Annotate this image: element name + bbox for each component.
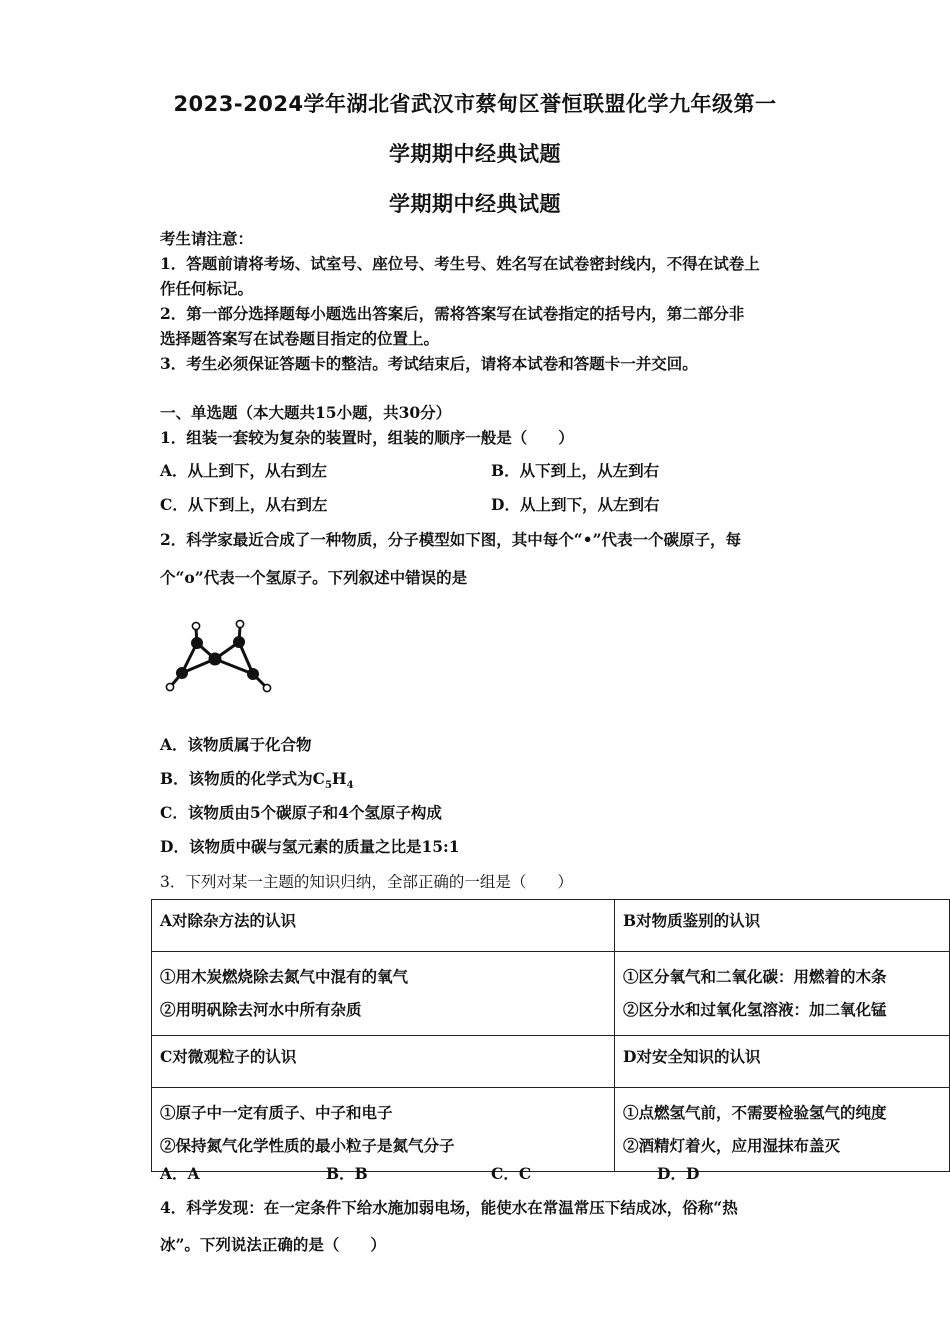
cell-c-body [152,1088,615,1172]
carbon-atom [233,636,245,648]
cell-b-item2: ②区分水和过氧化氢溶液：加二氧化锰 [623,1000,887,1019]
table-row [152,1036,950,1088]
hydrogen-atom [263,684,270,691]
exam-title-line1: 2023-2024学年湖北省武汉市蔡甸区誉恒联盟化学九年级第一 [173,92,777,116]
q1-option-d[interactable]: D．从上到下，从左到右 [491,495,660,514]
cell-b-body [615,952,950,1036]
q4-stem: 4．科学发现：在一定条件下给水施加弱电场，能使水在常温常压下结成冰，俗称“热 [160,1198,738,1217]
carbon-atom [209,653,222,666]
hydrogen-atom [236,620,243,627]
q2-option-b[interactable] [160,767,354,791]
notice-item3: 3．考生必须保证答题卡的整洁。考试结束后，请将本试卷和答题卡一并交回。 [160,354,698,373]
q3-stem: 3．下列对某一主题的知识归纳，全部正确的一组是（ ） [160,873,573,891]
cell-a-body [152,952,615,1036]
notice-item1: 1．答题前请将考场、试室号、座位号、考生号、姓名写在试卷密封线内，不得在试卷上 [160,254,760,273]
notice-item2: 2．第一部分选择题每小题选出答案后，需将答案写在试卷指定的括号内，第二部分非 [160,304,745,323]
q2-option-b-text: B．该物质的化学式为 [160,769,313,788]
table-row [152,900,950,952]
table-row [152,952,950,1036]
notice-heading: 考生请注意： [160,229,254,248]
q2-stem: 2．科学家最近合成了一种物质，分子模型如下图，其中每个“•”代表一个碳原子，每 [160,530,742,549]
q1-option-c[interactable]: C．从下到上，从右到左 [160,495,328,514]
q1-option-a[interactable]: A．从上到下，从右到左 [160,461,328,480]
q2-option-d[interactable]: D．该物质中碳与氢元素的质量之比是15:1 [160,837,460,856]
cell-d-item1: ①点燃氢气前，不需要检验氢气的纯度 [623,1103,887,1122]
cell-a-item2: ②用明矾除去河水中所有杂质 [160,1000,362,1019]
molecule-diagram [160,605,280,697]
carbon-atom [176,667,188,679]
cell-b-heading: B对物质鉴别的认识 [615,900,950,952]
cell-c-item1: ①原子中一定有质子、中子和电子 [160,1103,393,1122]
cell-c-item2: ②保持氮气化学性质的最小粒子是氮气分子 [160,1136,455,1155]
q2-option-a[interactable]: A．该物质属于化合物 [160,735,312,754]
q3-option-d[interactable]: D．D [657,1164,700,1183]
formula-hydrogen: H [331,769,347,788]
hydrogen-atom [192,622,199,629]
cell-a-item1: ①用木炭燃烧除去氮气中混有的氧气 [160,967,409,986]
section-heading: 一、单选题（本大题共15小题，共30分） [160,403,452,422]
notice-item2-cont: 选择题答案写在试卷题目指定的位置上。 [160,329,440,348]
cell-d-body [615,1088,950,1172]
cell-d-item2: ②酒精灯着火，应用湿抹布盖灭 [623,1136,841,1155]
notice-item1-cont: 作任何标记。 [160,279,254,298]
q3-option-b[interactable]: B．B [326,1164,368,1183]
cell-b-item1: ①区分氧气和二氧化碳：用燃着的木条 [623,967,887,986]
q3-knowledge-table [151,899,950,1172]
exam-title-line3: 学期期中经典试题 [389,192,561,216]
q2-stem-cont: 个“o”代表一个氢原子。下列叙述中错误的是 [160,568,468,587]
q1-option-b[interactable]: B．从下到上，从左到右 [491,461,660,480]
cell-c-heading: C对微观粒子的认识 [152,1036,615,1088]
cell-d-heading: D对安全知识的认识 [615,1036,950,1088]
hydrogen-atom [166,683,173,690]
formula-carbon-count: 5 [324,780,332,792]
cell-a-heading: A对除杂方法的认识 [152,900,615,952]
formula-carbon: C [312,769,325,788]
q1-stem: 1．组装一套较为复杂的装置时，组装的顺序一般是（ ） [160,428,574,447]
exam-title-line2: 学期期中经典试题 [389,142,561,166]
q3-option-a[interactable]: A．A [160,1164,200,1183]
q4-stem-cont: 冰”。下列说法正确的是（ ） [160,1235,386,1254]
q3-option-c[interactable]: C．C [491,1164,532,1183]
carbon-atom [191,637,203,649]
q2-option-c[interactable]: C．该物质由5个碳原子和4个氢原子构成 [160,803,442,822]
table-row [152,1088,950,1172]
formula-hydrogen-count: 4 [346,780,354,792]
carbon-atom [247,668,259,680]
